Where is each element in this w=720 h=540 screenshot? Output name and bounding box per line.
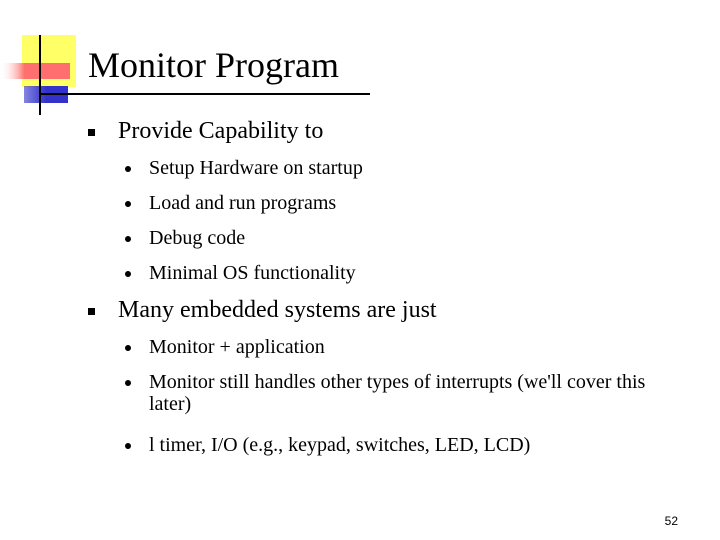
sub-bullet-text: Monitor + application — [149, 336, 325, 358]
round-bullet-icon — [125, 380, 131, 386]
sub-bullet-text: Load and run programs — [149, 192, 337, 214]
round-bullet-icon — [125, 236, 131, 242]
round-bullet-icon — [125, 443, 131, 449]
sub-bullet-text: l timer, I/O (e.g., keypad, switches, LED, LCD) — [149, 434, 531, 456]
round-bullet-icon — [125, 201, 131, 207]
square-bullet-icon — [88, 308, 95, 315]
round-bullet-icon — [125, 345, 131, 351]
sub-bullet-text: Minimal OS functionality — [149, 262, 356, 284]
page-number: 52 — [664, 514, 678, 528]
square-bullet-icon — [88, 129, 95, 136]
bullet-text: Provide Capability to — [118, 118, 324, 144]
bullet-text: Many embedded systems are just — [118, 297, 437, 323]
slide-title: Monitor Program — [88, 45, 339, 85]
round-bullet-icon — [125, 166, 131, 172]
sub-bullet-text: Setup Hardware on startup — [149, 157, 363, 179]
round-bullet-icon — [125, 271, 131, 277]
sub-bullet-text: Monitor still handles other types of interrupts (we'll cover this later) — [149, 371, 646, 415]
sub-bullet-text: Debug code — [149, 227, 246, 249]
